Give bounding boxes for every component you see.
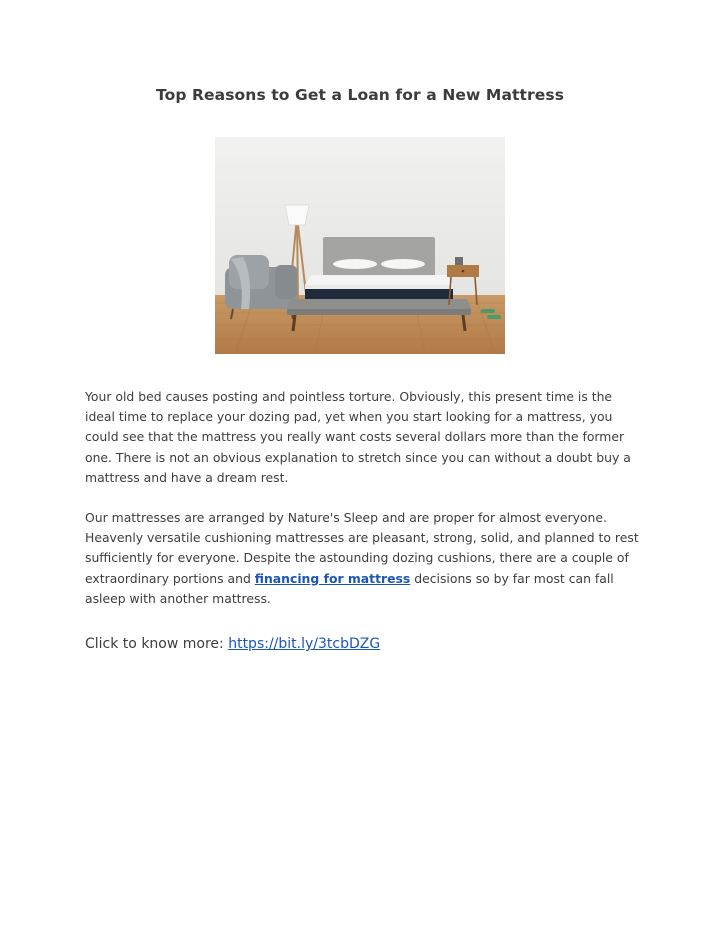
body-paragraph xyxy=(85,508,645,609)
more-info-label: Click to know more: xyxy=(85,636,229,652)
body-paragraph-text-start: Our mattresses are arranged by Nature's Sleep and are proper for almost everyone. Heavenly versatile cushioning mattresses are pleasant, strong, solid, and planned to rest sufficiently for everyone. Despite the astounding dozing cushions, there are a couple of extraordinary portions and xyxy=(85,510,639,586)
page-title: Top Reasons to Get a Loan for a New Mattress xyxy=(155,86,565,104)
mattress-photo xyxy=(215,137,505,354)
intro-paragraph: Your old bed causes posting and pointless torture. Obviously, this present time is the ideal time to replace your dozing pad, yet when you start looking for a mattress, you could see that the mattress you really want costs several dollars more than the former one. There is not an obvious explanation to stretch since you can without a doubt buy a mattress and have a dream rest. xyxy=(85,389,631,485)
more-info-link[interactable]: https://bit.ly/3tcbDZG xyxy=(228,636,381,652)
more-info-line xyxy=(85,636,645,652)
body-paragraph-text-end: decisions so by far most can fall asleep with another mattress. xyxy=(85,570,614,606)
financing-link[interactable]: financing for mattress xyxy=(254,570,411,586)
